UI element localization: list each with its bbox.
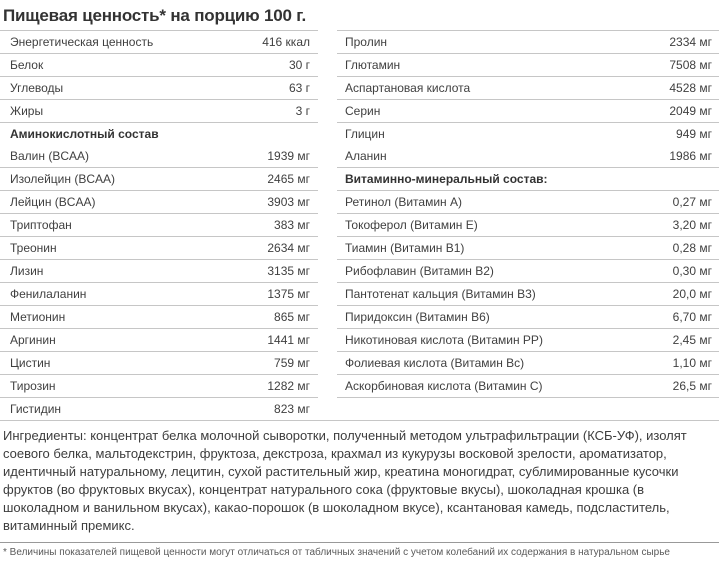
table-row [337, 352, 719, 375]
row-label: Энергетическая ценность [0, 31, 224, 54]
table-row [0, 375, 318, 398]
row-value: 1,10 мг [640, 352, 719, 375]
table-row [337, 329, 719, 352]
section-header-label: Аминокислотный состав [10, 127, 159, 141]
row-value: 1441 мг [224, 329, 318, 352]
row-value: 63 г [224, 77, 318, 100]
row-value: 2334 мг [640, 31, 719, 54]
row-value: 416 ккал [224, 31, 318, 54]
nutrition-table-left-column [0, 30, 318, 420]
row-label: Пролин [337, 31, 640, 54]
row-value: 1375 мг [224, 283, 318, 306]
table-row [337, 375, 719, 398]
row-label: Лизин [0, 260, 224, 283]
row-label: Глицин [345, 127, 385, 141]
table-row [0, 352, 318, 375]
table-row [337, 100, 719, 123]
table-row [337, 191, 719, 214]
row-label: Пиридоксин (Витамин В6) [337, 306, 640, 329]
table-row [0, 100, 318, 123]
table-row [337, 237, 719, 260]
row-label: Триптофан [0, 214, 224, 237]
row-label: Токоферол (Витамин Е) [337, 214, 640, 237]
page-title: Пищевая ценность* на порцию 100 г. [3, 6, 306, 25]
row-label: Никотиновая кислота (Витамин РР) [337, 329, 640, 352]
row-value [640, 168, 719, 191]
table-row [337, 77, 719, 100]
row-label: Аргинин [0, 329, 224, 352]
table-row [0, 31, 318, 54]
row-label: Изолейцин (BCAA) [0, 168, 224, 191]
table-row [0, 191, 318, 214]
table-row [337, 306, 719, 329]
row-value: 383 мг [224, 214, 318, 237]
row-label: Аланин [337, 145, 640, 168]
row-value [640, 398, 719, 421]
row-value: 0,27 мг [640, 191, 719, 214]
table-row [337, 54, 719, 77]
table-row [337, 123, 719, 146]
table-row [0, 214, 318, 237]
row-label: Жиры [0, 100, 224, 123]
section-header-row [337, 168, 719, 191]
row-label: Аскорбиновая кислота (Витамин С) [337, 375, 640, 398]
table-row [0, 77, 318, 100]
row-label: Цистин [0, 352, 224, 375]
table-row [0, 54, 318, 77]
footnote-divider [0, 542, 719, 543]
row-label [337, 398, 640, 421]
row-value: 3903 мг [224, 191, 318, 214]
row-value: 26,5 мг [640, 375, 719, 398]
row-label: Серин [337, 100, 640, 123]
row-label: Пантотенат кальция (Витамин В3) [337, 283, 640, 306]
table-row [0, 398, 318, 421]
table-row [0, 168, 318, 191]
row-value: 2,45 мг [640, 329, 719, 352]
table-row [0, 260, 318, 283]
table-row [0, 283, 318, 306]
row-value: 759 мг [224, 352, 318, 375]
row-label: Рибофлавин (Витамин В2) [337, 260, 640, 283]
row-value: 2465 мг [224, 168, 318, 191]
row-label: Аспартановая кислота [337, 77, 640, 100]
row-value: 1939 мг [224, 145, 318, 168]
nutrition-table-right-column [337, 30, 719, 420]
section-header-label: Витаминно-минеральный состав: [337, 168, 640, 191]
row-label: Валин (BCAA) [0, 145, 224, 168]
row-label: Ретинол (Витамин А) [337, 191, 640, 214]
row-value: 20,0 мг [640, 283, 719, 306]
row-value: 823 мг [274, 402, 310, 416]
row-value: 3,20 мг [640, 214, 719, 237]
row-value: 1282 мг [224, 375, 318, 398]
row-value: 0,30 мг [640, 260, 719, 283]
row-label: Метионин [0, 306, 224, 329]
row-value: 0,28 мг [640, 237, 719, 260]
row-value: 7508 мг [640, 54, 719, 77]
row-value: 6,70 мг [640, 306, 719, 329]
table-row [337, 214, 719, 237]
table-row [0, 329, 318, 352]
section-header-row [0, 123, 318, 146]
row-value: 2049 мг [640, 100, 719, 123]
table-row [337, 398, 719, 421]
table-row [337, 145, 719, 168]
footnote-text: * Величины показателей пищевой ценности могут отличаться от табличных значений с учетом колебаний их содержания в натуральном сырье [3, 547, 670, 558]
row-label: Углеводы [0, 77, 224, 100]
nutrition-table [0, 30, 719, 421]
table-row [0, 145, 318, 168]
row-label: Лейцин (BCAA) [0, 191, 224, 214]
row-label: Глютамин [337, 54, 640, 77]
row-value: 3135 мг [224, 260, 318, 283]
row-label: Треонин [0, 237, 224, 260]
row-label: Белок [0, 54, 224, 77]
row-label: Тирозин [0, 375, 224, 398]
row-label: Тиамин (Витамин В1) [337, 237, 640, 260]
row-value: 30 г [224, 54, 318, 77]
table-row [0, 237, 318, 260]
table-row [0, 306, 318, 329]
row-value [224, 123, 318, 146]
row-value: 949 мг [676, 127, 712, 141]
row-value: 3 г [224, 100, 318, 123]
table-row [337, 260, 719, 283]
table-row [337, 283, 719, 306]
ingredients-text: Ингредиенты: концентрат белка молочной сыворотки, полученный методом ультрафильтрации (КСБ-УФ), изолят соевого белка, мальтодекстрин, фруктоза, декстроза, крахмал из кукурузы восковой зрелости, ароматизатор, идентичный натуральному, лецитин, сухой растительный жир, креатина моногидрат, сублимированные кусочки фруктов (во фруктовых вкусах), концентрат натурального сока (фруктовые вкусы), шоколадная крошка (в шоколадном и ванильном вкусах), какао-порошок (в шоколадном вкусе), ксантановая камедь, подсластитель, витаминный премикс. [3, 428, 687, 533]
row-value: 865 мг [224, 306, 318, 329]
row-value: 1986 мг [640, 145, 719, 168]
table-row [337, 31, 719, 54]
row-label: Фенилаланин [0, 283, 224, 306]
row-label: Фолиевая кислота (Витамин Вс) [337, 352, 640, 375]
row-value: 2634 мг [224, 237, 318, 260]
row-value: 4528 мг [640, 77, 719, 100]
row-label: Гистидин [10, 402, 62, 416]
